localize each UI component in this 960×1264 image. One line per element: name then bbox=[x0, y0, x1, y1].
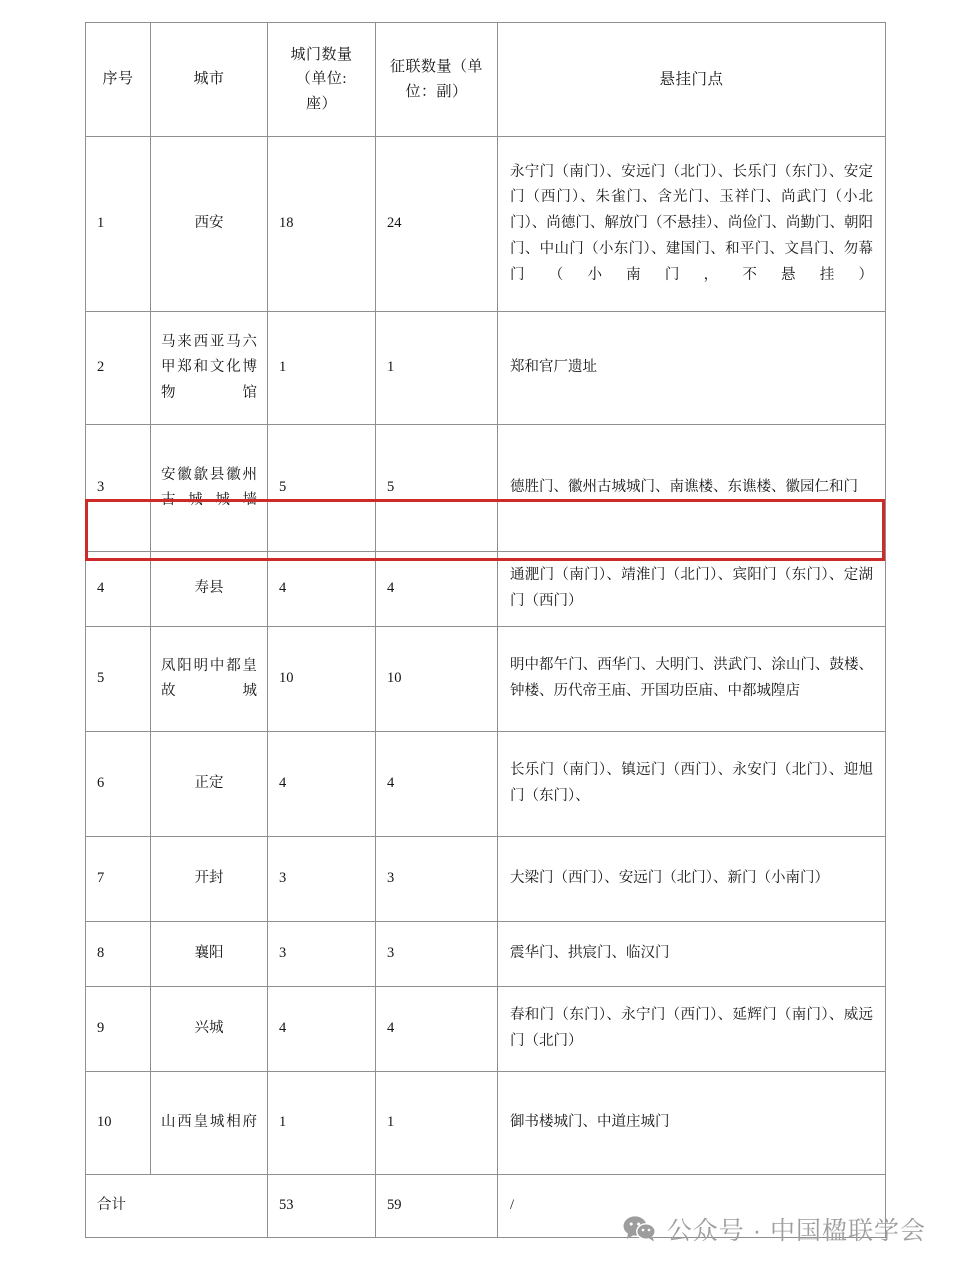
cell-index: 1 bbox=[86, 137, 151, 312]
cell-total-hanging-spots: / bbox=[498, 1175, 886, 1238]
cell-couplet-count: 5 bbox=[376, 425, 498, 552]
column-header-city: 城市 bbox=[151, 23, 268, 137]
column-header-couplet-count bbox=[376, 23, 498, 137]
cell-index: 7 bbox=[86, 837, 151, 922]
cell-total-gate-count: 53 bbox=[268, 1175, 376, 1238]
cell-gate-count: 4 bbox=[268, 552, 376, 627]
cell-hanging-spots: 长乐门（南门）、镇远门（西门）、永安门（北门）、迎旭门（东门）、 bbox=[498, 732, 886, 837]
cell-hanging-spots: 大梁门（西门）、安远门（北门）、新门（小南门） bbox=[498, 837, 886, 922]
cell-city: 寿县 bbox=[151, 552, 268, 627]
cell-hanging-spots: 郑和官厂遗址 bbox=[498, 312, 886, 425]
cell-gate-count: 18 bbox=[268, 137, 376, 312]
footer-watermark bbox=[623, 1211, 926, 1247]
footer-text: 公众号 · 中国楹联学会 bbox=[666, 1217, 926, 1245]
table-row bbox=[86, 922, 886, 987]
cell-gate-count: 1 bbox=[268, 1072, 376, 1175]
gate-statistics-table-container bbox=[85, 22, 885, 1238]
couplet-count-line-1: 征联数量（单 bbox=[389, 59, 483, 76]
cell-hanging-spots: 震华门、拱宸门、临汉门 bbox=[498, 922, 886, 987]
gate-count-line-2: （单位: bbox=[295, 71, 348, 88]
table-row bbox=[86, 987, 886, 1072]
cell-couplet-count: 4 bbox=[376, 552, 498, 627]
cell-gate-count: 3 bbox=[268, 922, 376, 987]
table-row-highlighted bbox=[86, 552, 886, 627]
table-row bbox=[86, 627, 886, 732]
cell-couplet-count: 4 bbox=[376, 987, 498, 1072]
cell-city: 襄阳 bbox=[151, 922, 268, 987]
cell-hanging-spots: 通淝门（南门）、靖淮门（北门）、宾阳门（东门）、定湖门（西门） bbox=[498, 552, 886, 627]
cell-hanging-spots: 御书楼城门、中道庄城门 bbox=[498, 1072, 886, 1175]
cell-index: 3 bbox=[86, 425, 151, 552]
gate-count-line-3: 座） bbox=[305, 95, 337, 112]
cell-couplet-count: 3 bbox=[376, 837, 498, 922]
cell-gate-count: 1 bbox=[268, 312, 376, 425]
cell-index: 4 bbox=[86, 552, 151, 627]
cell-index: 2 bbox=[86, 312, 151, 425]
table-row bbox=[86, 137, 886, 312]
cell-city: 兴城 bbox=[151, 987, 268, 1072]
cell-city: 安徽歙县徽州古城城墙 bbox=[151, 425, 268, 552]
cell-couplet-count: 10 bbox=[376, 627, 498, 732]
cell-gate-count: 3 bbox=[268, 837, 376, 922]
cell-gate-count: 4 bbox=[268, 732, 376, 837]
couplet-count-line-2: 位：副） bbox=[405, 83, 468, 100]
table-header-row bbox=[86, 23, 886, 137]
table-body bbox=[86, 137, 886, 1238]
wechat-icon bbox=[623, 1215, 656, 1243]
cell-hanging-spots: 永宁门（南门）、安远门（北门）、长乐门（东门）、安定门（西门）、朱雀门、含光门、玉祥门、尚武门（小北门）、尚德门、解放门（不悬挂）、尚俭门、尚勤门、朝阳门、中山门（小东门）、建国门、和平门、文昌门、勿幕门（小南门，不悬挂） bbox=[498, 137, 886, 312]
cell-gate-count: 4 bbox=[268, 987, 376, 1072]
cell-hanging-spots: 春和门（东门）、永宁门（西门）、延辉门（南门）、威远门（北门） bbox=[498, 987, 886, 1072]
cell-gate-count: 5 bbox=[268, 425, 376, 552]
cell-index: 8 bbox=[86, 922, 151, 987]
table-row bbox=[86, 1072, 886, 1175]
column-header-gate-count bbox=[268, 23, 376, 137]
cell-couplet-count: 4 bbox=[376, 732, 498, 837]
column-header-hanging-spots: 悬挂门点 bbox=[498, 23, 886, 137]
cell-index: 9 bbox=[86, 987, 151, 1072]
table-row bbox=[86, 732, 886, 837]
gate-count-line-1: 城门数量 bbox=[290, 47, 353, 64]
cell-index: 5 bbox=[86, 627, 151, 732]
cell-city: 凤阳明中都皇故城 bbox=[151, 627, 268, 732]
cell-hanging-spots: 德胜门、徽州古城城门、南谯楼、东谯楼、徽园仁和门 bbox=[498, 425, 886, 552]
cell-city: 正定 bbox=[151, 732, 268, 837]
cell-couplet-count: 1 bbox=[376, 312, 498, 425]
cell-city: 西安 bbox=[151, 137, 268, 312]
table-row bbox=[86, 425, 886, 552]
table-header bbox=[86, 23, 886, 137]
cell-city: 马来西亚马六甲郑和文化博物馆 bbox=[151, 312, 268, 425]
cell-index: 10 bbox=[86, 1072, 151, 1175]
column-header-index: 序号 bbox=[86, 23, 151, 137]
cell-city: 山西皇城相府 bbox=[151, 1072, 268, 1175]
table-row bbox=[86, 837, 886, 922]
cell-couplet-count: 3 bbox=[376, 922, 498, 987]
cell-index: 6 bbox=[86, 732, 151, 837]
cell-couplet-count: 24 bbox=[376, 137, 498, 312]
cell-total-couplet-count: 59 bbox=[376, 1175, 498, 1238]
gate-statistics-table bbox=[85, 22, 886, 1238]
table-row bbox=[86, 312, 886, 425]
cell-city: 开封 bbox=[151, 837, 268, 922]
cell-couplet-count: 1 bbox=[376, 1072, 498, 1175]
cell-total-label: 合计 bbox=[86, 1175, 268, 1238]
cell-hanging-spots: 明中都午门、西华门、大明门、洪武门、涂山门、鼓楼、钟楼、历代帝王庙、开国功臣庙、中都城隍店 bbox=[498, 627, 886, 732]
cell-gate-count: 10 bbox=[268, 627, 376, 732]
